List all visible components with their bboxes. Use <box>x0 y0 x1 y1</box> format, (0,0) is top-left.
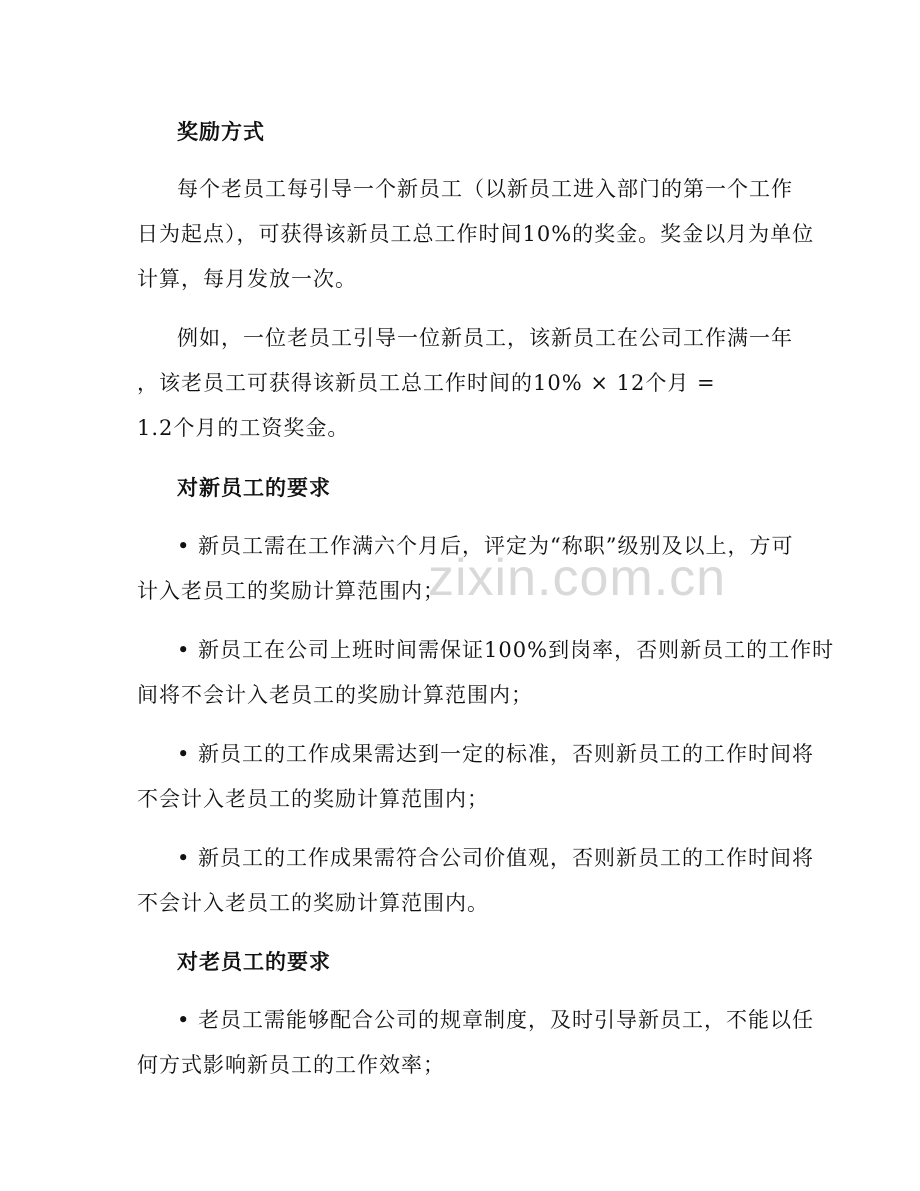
section-heading-senior-employee-requirements: 对老员工的要求 <box>177 949 331 974</box>
text-line: 不会计入老员工的奖励计算范围内。 <box>137 891 489 915</box>
text-line: ，该老员工可获得该新员工总工作时间的10% × 12个月 = <box>137 371 716 395</box>
text-line: • 新员工的工作成果需符合公司价值观，否则新员工的工作时间将 <box>177 846 815 870</box>
text-line: • 老员工需能够配合公司的规章制度，及时引导新员工，不能以任 <box>177 1008 815 1032</box>
text-line: • 新员工需在工作满六个月后，评定为“称职”级别及以上，方可 <box>177 534 794 558</box>
text-line: • 新员工在公司上班时间需保证100%到岗率，否则新员工的工作时 <box>177 638 835 662</box>
text-line: 每个老员工每引导一个新员工（以新员工进入部门的第一个工作 <box>177 177 793 201</box>
text-line: 计算，每月发放一次。 <box>137 267 357 291</box>
text-line: 何方式影响新员工的工作效率； <box>137 1053 445 1077</box>
text-line: 例如，一位老员工引导一位新员工，该新员工在公司工作满一年 <box>177 326 793 350</box>
text-line: 不会计入老员工的奖励计算范围内； <box>137 787 489 811</box>
section-heading-reward-method: 奖励方式 <box>177 119 265 144</box>
section-heading-new-employee-requirements: 对新员工的要求 <box>177 475 331 500</box>
text-line: • 新员工的工作成果需达到一定的标准，否则新员工的工作时间将 <box>177 742 815 766</box>
text-line: 计入老员工的奖励计算范围内； <box>137 579 445 603</box>
text-line: 日为起点），可获得该新员工总工作时间10%的奖金。奖金以月为单位 <box>137 222 815 246</box>
text-line: 间将不会计入老员工的奖励计算范围内； <box>137 683 533 707</box>
watermark: zixin.com.cn <box>428 549 727 607</box>
text-line: 1.2个月的工资奖金。 <box>137 416 350 440</box>
